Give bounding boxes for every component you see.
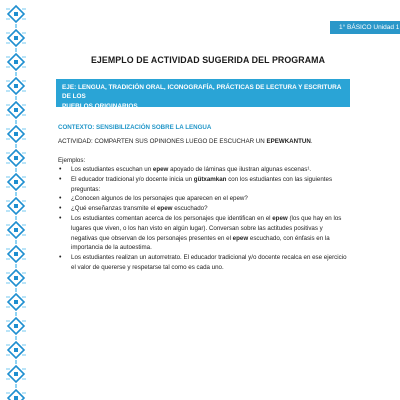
list-item bbox=[58, 204, 348, 214]
pattern-motif bbox=[14, 12, 18, 16]
pattern-motif bbox=[14, 372, 18, 376]
pattern-motif bbox=[14, 108, 18, 112]
unit-tab bbox=[330, 21, 400, 34]
page-title: EJEMPLO DE ACTIVIDAD SUGERIDA DEL PROGRAMA bbox=[90, 55, 326, 65]
examples-label: Ejemplos: bbox=[58, 157, 86, 164]
pattern-motif bbox=[14, 60, 18, 64]
pattern-motif bbox=[15, 216, 17, 220]
pattern-motif bbox=[14, 180, 18, 184]
pattern-motif bbox=[15, 384, 17, 388]
pattern-motif bbox=[15, 96, 17, 100]
pattern-motif bbox=[14, 300, 18, 304]
item-text: ¿Conocen algunos de los personajes que aparecen en el epew? bbox=[71, 195, 248, 203]
pattern-motif bbox=[14, 156, 18, 160]
item-text: Los estudiantes escuchan un bbox=[71, 166, 153, 173]
eje-line-2: PUEBLOS ORIGINARIOS bbox=[62, 102, 138, 110]
unit-tab-label: 1° BÁSICO Unidad 1 bbox=[339, 24, 400, 31]
pattern-graphic bbox=[4, 0, 28, 400]
examples-list bbox=[58, 165, 348, 273]
activity-keyword: EPEWKANTUN bbox=[266, 138, 311, 145]
pattern-motif bbox=[14, 84, 18, 88]
eje-line-1: EJE: LENGUA, TRADICIÓN ORAL, ICONOGRAFÍA, PRÁCTICAS DE LECTURA Y ESCRITURA DE LOS bbox=[62, 83, 342, 100]
pattern-motif bbox=[14, 204, 18, 208]
activity-text: ACTIVIDAD: COMPARTEN SUS OPINIONES LUEGO DE ESCUCHAR UN bbox=[58, 138, 267, 145]
item-keyword: gütxamkan bbox=[193, 175, 227, 183]
pattern-motif bbox=[14, 228, 18, 232]
activity-end: . bbox=[310, 138, 313, 145]
pattern-motif bbox=[14, 348, 18, 352]
pattern-motif bbox=[14, 396, 18, 400]
eje-banner bbox=[56, 79, 350, 110]
list-item bbox=[58, 214, 348, 253]
pattern-motif bbox=[14, 276, 18, 280]
item-keyword: epew bbox=[152, 166, 169, 173]
decorative-border-pattern bbox=[4, 0, 28, 400]
item-text: apoyado de láminas que ilustran algunas escenas¹. bbox=[168, 166, 312, 173]
pattern-motif bbox=[15, 264, 17, 268]
pattern-motif bbox=[15, 24, 17, 28]
pattern-motif bbox=[15, 288, 17, 292]
list-item bbox=[58, 175, 348, 195]
item-keyword: epew bbox=[156, 205, 173, 213]
pattern-motif bbox=[15, 336, 17, 340]
context-heading: CONTEXTO: SENSIBILIZACIÓN SOBRE LA LENGUA bbox=[58, 124, 212, 131]
item-keyword: epew bbox=[272, 214, 288, 222]
pattern-motif bbox=[14, 324, 18, 328]
item-text: con los estudiantes con las siguientes preguntas: bbox=[71, 175, 333, 193]
item-text: ¿Qué enseñanzas transmite el bbox=[71, 205, 157, 213]
activity-line bbox=[58, 138, 358, 145]
item-text: escuchado? bbox=[172, 205, 208, 213]
item-text: El educador tradicional y/o docente inicia un bbox=[71, 175, 194, 183]
item-text: Los estudiantes comentan acerca de los personajes que identifican en el bbox=[71, 214, 273, 222]
pattern-motif bbox=[15, 192, 17, 196]
pattern-motif bbox=[15, 144, 17, 148]
pattern-motif bbox=[15, 72, 17, 76]
pattern-motif bbox=[15, 312, 17, 316]
pattern-motif bbox=[14, 252, 18, 256]
item-text: Los estudiantes realizan un autorretrato. El educador tradicional y/o docente recalca en ese ejercicio el valor de quererse y respetarse tal como es cada uno. bbox=[71, 254, 347, 271]
pattern-motif bbox=[15, 120, 17, 124]
pattern-motif bbox=[15, 360, 17, 364]
item-keyword: epew bbox=[232, 234, 249, 242]
list-item bbox=[58, 194, 348, 204]
item-text: (los que hay en los lugares que viven, o los han visto en algún lugar). Conversan sobre las actitudes positivas y negativas que observan de los personajes presentes en el bbox=[71, 214, 342, 242]
pattern-motif bbox=[15, 168, 17, 172]
item-text: escuchado, con énfasis en la importancia de la autoestima. bbox=[71, 234, 330, 252]
pattern-motif bbox=[15, 240, 17, 244]
list-item bbox=[58, 165, 348, 175]
pattern-motif bbox=[15, 48, 17, 52]
pattern-motif bbox=[14, 132, 18, 136]
pattern-motif bbox=[14, 36, 18, 40]
list-item bbox=[58, 253, 348, 273]
